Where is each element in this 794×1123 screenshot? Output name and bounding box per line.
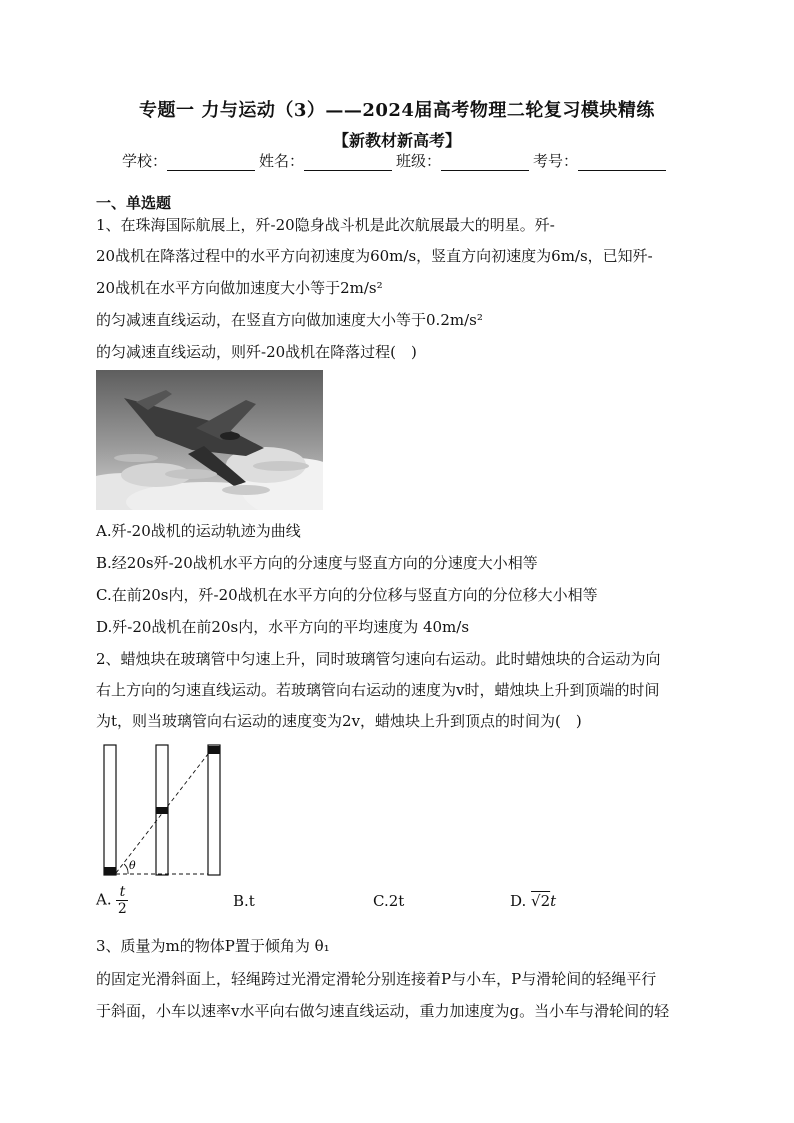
- q2-option-c[interactable]: C.2t: [373, 892, 405, 910]
- school-label: 学校：: [122, 152, 168, 170]
- exam-no-field[interactable]: [578, 154, 666, 171]
- q2-option-d[interactable]: [510, 892, 556, 910]
- q1-option-d[interactable]: D.歼-20战机在前20s内，水平方向的平均速度为 40m/s: [96, 618, 470, 636]
- q3-line-2: 的固定光滑斜面上，轻绳跨过光滑定滑轮分别连接着P与小车，P与滑轮间的轻绳平行: [96, 970, 657, 988]
- q2-line-3: 为t，则当玻璃管向右运动的速度变为2v，蜡烛块上升到顶点的时间为( ): [96, 712, 582, 730]
- q1-line-5: 的匀减速直线运动，则歼-20战机在降落过程( ): [96, 343, 417, 361]
- q1-option-c[interactable]: C.在前20s内，歼-20战机在水平方向的分位移与竖直方向的分位移大小相等: [96, 586, 598, 604]
- class-field[interactable]: [441, 154, 529, 171]
- name-field[interactable]: [304, 154, 392, 171]
- page-subtitle: 【新教材新高考】: [332, 131, 461, 150]
- angle-arc: [124, 864, 128, 874]
- q3-line-1: 3、质量为m的物体P置于倾角为 θ₁: [96, 937, 330, 955]
- angle-label: θ: [129, 859, 136, 872]
- candle-block-middle: [157, 807, 168, 814]
- candle-block-top: [209, 746, 220, 754]
- glass-tube-diagram: [96, 740, 236, 880]
- class-label: 班级：: [396, 152, 442, 170]
- section-heading: 一、单选题: [96, 194, 172, 212]
- school-field[interactable]: [167, 154, 255, 171]
- q1-line-2: 20战机在降落过程中的水平方向初速度为60m/s，竖直方向初速度为6m/s，已知歼-: [96, 247, 653, 265]
- candle-block-bottom: [105, 867, 116, 875]
- tube-left: [104, 745, 116, 875]
- q2-option-d-suffix: t: [550, 892, 557, 910]
- tube-right: [208, 745, 220, 875]
- fraction-denominator: 2: [117, 901, 127, 917]
- q1-line-1: 1、在珠海国际航展上，歼-20隐身战斗机是此次航展最大的明星。歼-: [96, 216, 555, 234]
- exam-no-label: 考号：: [533, 152, 579, 170]
- fraction: [116, 884, 128, 917]
- sqrt-two: √2: [531, 892, 551, 910]
- student-info-row: [122, 150, 670, 171]
- q1-line-4: 的匀减速直线运动，在竖直方向做加速度大小等于0.2m/s²: [96, 311, 483, 329]
- q1-line-3: 20战机在水平方向做加速度大小等于2m/s²: [96, 279, 383, 297]
- q2-option-a-prefix: A.: [96, 890, 112, 909]
- fraction-numerator: t: [119, 884, 126, 900]
- q3-line-3: 于斜面，小车以速率v水平向右做匀速直线运动，重力加速度为g。当小车与滑轮间的轻: [96, 1002, 670, 1020]
- q2-option-d-prefix: D.: [510, 892, 532, 910]
- q2-line-2: 右上方向的匀速直线运动。若玻璃管向右运动的速度为v时，蜡烛块上升到顶端的时间: [96, 681, 660, 699]
- page-title: 专题一 力与运动（3）——2024届高考物理二轮复习模块精练: [139, 100, 655, 121]
- fighter-jet-photo: [96, 370, 323, 510]
- q1-option-b[interactable]: B.经20s歼-20战机水平方向的分速度与竖直方向的分速度大小相等: [96, 554, 538, 572]
- q2-option-b[interactable]: B.t: [233, 892, 255, 910]
- q2-line-1: 2、蜡烛块在玻璃管中匀速上升，同时玻璃管匀速向右运动。此时蜡烛块的合运动为向: [96, 650, 661, 668]
- name-label: 姓名：: [259, 152, 305, 170]
- q1-option-a[interactable]: A.歼-20战机的运动轨迹为曲线: [96, 522, 301, 540]
- q2-option-a[interactable]: [96, 884, 128, 917]
